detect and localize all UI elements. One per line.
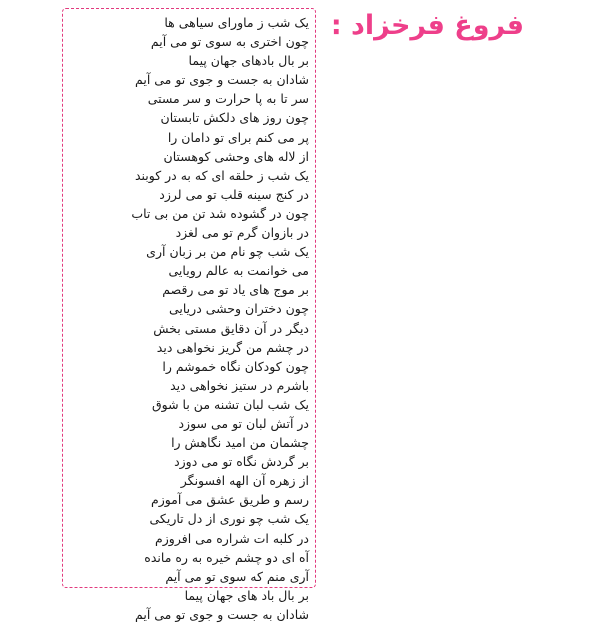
poem-lines <box>67 13 309 624</box>
poem-line: چون روز های دلکش تابستان <box>160 110 309 126</box>
poem-line: می خوانمت به عالم رویایی <box>168 263 309 279</box>
poem-line: چون در گشوده شد تن من بی تاب <box>131 205 309 221</box>
poem-line: از لاله های وحشی کوهستان <box>163 148 309 164</box>
poem-line: چون دختران وحشی دریایی <box>168 301 309 317</box>
poem-line: پر می کنم برای تو دامان را <box>167 129 309 145</box>
poem-line: چشمان من امید نگاهش را <box>171 435 309 451</box>
poem-line: در کلبه ات شراره می افروزم <box>155 530 309 546</box>
poem-line: شادان به جست و جوی تو می آیم <box>135 72 309 88</box>
poem-line: باشرم در ستیز نخواهی دید <box>170 377 309 393</box>
poem-line: در بازوان گرم تو می لغزد <box>175 225 309 241</box>
poem-line: یک شب چو نام من بر زبان آری <box>146 244 309 260</box>
poem-line: سر تا به پا حرارت و سر مستی <box>147 91 309 107</box>
poem-line: در چشم من گریز نخواهی دید <box>156 339 309 355</box>
poem-line: دیگر در آن دقایق مستی بخش <box>153 320 309 336</box>
poem-line: یک شب ز ماورای سیاهی ها <box>164 15 309 30</box>
poem-line: یک شب چو نوری از دل تاریکی <box>149 511 309 527</box>
poem-line: در آتش لبان تو می سوزد <box>178 415 309 431</box>
poem-line: بر بال بادهای جهان پیما <box>188 53 309 69</box>
poem-line: چون اختری به سوی تو می آیم <box>150 34 309 50</box>
poem-line: شادان به جست و جوی تو می آیم <box>135 606 309 622</box>
poem-line: در کنج سینه قلب تو می لرزد <box>159 186 309 202</box>
poem-line: چون کودکان نگاه خموشم را <box>162 358 309 374</box>
poem-line: بر موج های یاد تو می رقصم <box>162 282 309 298</box>
poem-line: بر گردش نگاه تو می دوزد <box>174 454 309 470</box>
poem-line: آه ای دو چشم خیره به ره مانده <box>144 549 309 565</box>
poem-line: یک شب لبان تشنه من با شوق <box>151 396 309 412</box>
poem-line: بر بال باد های جهان پیما <box>184 587 309 603</box>
poet-title: فروغ فرخزاد : <box>330 10 524 41</box>
poem-line: رسم و طریق عشق می آموزم <box>150 492 309 508</box>
poem-frame <box>62 8 316 622</box>
poem-line: از زهره آن الهه افسونگر <box>180 473 309 489</box>
poem-line: آری منم که سوی تو می آیم <box>165 568 309 584</box>
poem-line: یک شب ز حلقه ای که به در کوبند <box>134 167 309 183</box>
